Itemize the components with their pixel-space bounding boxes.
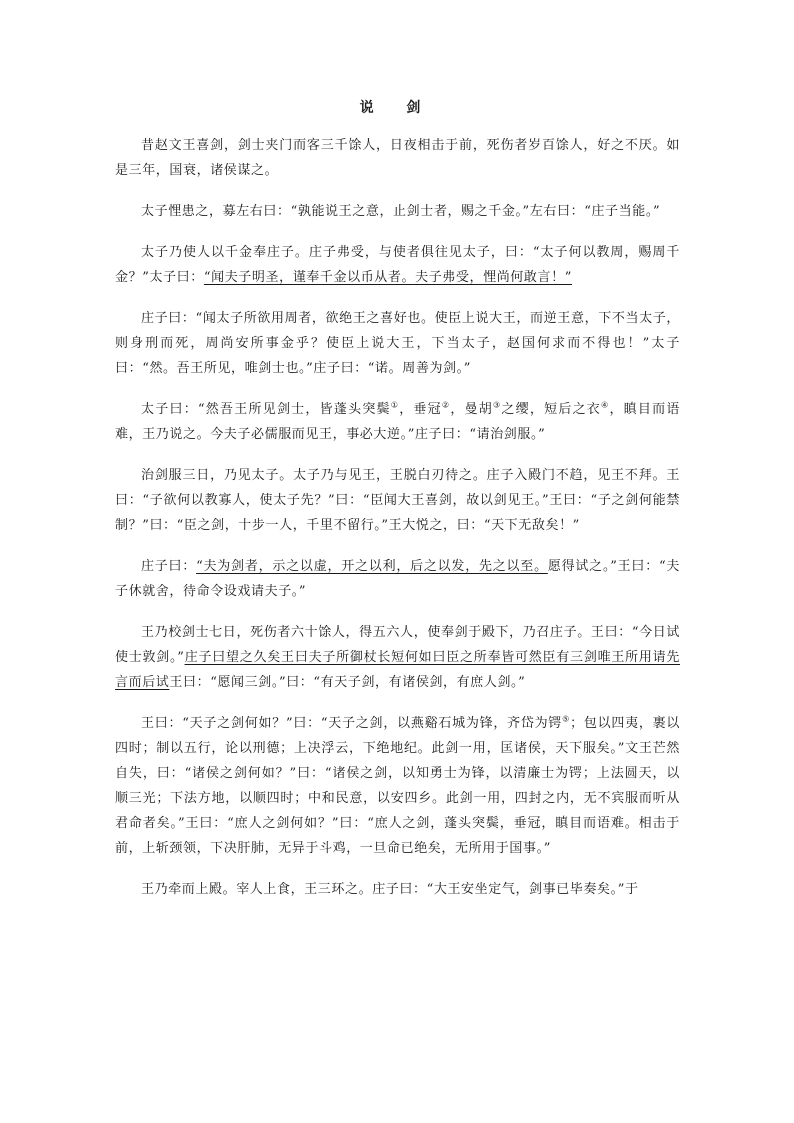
paragraph-text: 王曰：“愿闻三剑。”曰：“有天子剑，有诸侯剑，有庶人剑。” — [169, 675, 526, 690]
document-body — [115, 133, 680, 918]
paragraph-text: 之缨，短后之衣 — [501, 402, 602, 417]
paragraph-text: 王曰：“天子之剑何如？”曰：“天子之剑，以燕谿石城为锋，齐岱为锷 — [141, 716, 563, 731]
footnote-marker: ② — [441, 400, 451, 410]
paragraph-text: 太子曰：“然吾王所见剑士，皆蓬头突鬓 — [141, 402, 391, 417]
paragraph-8 — [115, 620, 680, 695]
paragraph-1 — [115, 133, 680, 183]
paragraph-7 — [115, 554, 680, 604]
underlined-text: 庄子曰望之久矣王曰夫子所御杖长短何如曰臣之所奉皆可然臣有三剑唯王所用请先言而后试 — [115, 650, 680, 690]
paragraph-2 — [115, 199, 680, 224]
paragraph-9 — [115, 711, 680, 861]
paragraph-6 — [115, 463, 680, 538]
paragraph-text: 昔赵文王喜剑，剑士夹门而客三千馀人，日夜相击于前，死伤者岁百馀人，好之不厌。如是三年，国衰，诸侯谋之。 — [115, 138, 680, 178]
paragraph-text: 太子悝患之，募左右曰：“孰能说王之意，止剑士者，赐之千金。”左右曰：“庄子当能。” — [141, 204, 661, 219]
paragraph-text: ，垂冠 — [399, 402, 442, 417]
document-title: 说 剑 — [359, 100, 435, 116]
footnote-marker: ⑤ — [562, 714, 571, 724]
paragraph-3 — [115, 240, 680, 290]
footnote-marker: ③ — [493, 400, 502, 410]
paragraph-text: ，瞋目而语难，王乃说之。今夫子必儒服而见王，事必大逆。”庄子曰：“请治剑服。” — [115, 402, 680, 442]
paragraph-text: 治剑服三日，乃见太子。太子乃与见王，王脱白刃待之。庄子入殿门不趋，见王不拜。王曰：“子欲何以教寡人，使太子先？”曰：“臣闻大王喜剑，故以剑见王。”王曰：“子之剑何能禁制？”曰：“臣之剑，十步一人，千里不留行。”王大悦之，曰：“天下无敌矣！” — [115, 468, 680, 533]
paragraph-text: 庄子曰：“闻太子所欲用周者，欲绝王之喜好也。使臣上说大王，而逆王意，下不当太子，则身刑而死，周尚安所事金乎？使臣上说大王，下当太子，赵国何求而不得也！”太子曰：“然。吾王所见，唯剑士也。”庄子曰：“诺。周善为剑。” — [115, 311, 680, 376]
paragraph-text: 愿得试之。”王曰：“夫子休就舍，待命令设戏请夫子。” — [115, 559, 680, 599]
paragraph-text: ，曼胡 — [450, 402, 494, 417]
paragraph-text: 庄子曰： — [141, 559, 197, 574]
footnote-marker: ① — [390, 400, 400, 410]
paragraph-10 — [115, 877, 680, 902]
paragraph-text: ；包以四夷，裹以四时；制以五行，论以刑德；上决浮云，下绝地纪。此剑一用，匡诸侯，天下服矣。”文王芒然自失，曰：“诸侯之剑何如？”曰：“诸侯之剑，以知勇士为锋，以清廉士为锷；上法圆天，以顺三光；下法方地，以顺四时；中和民意，以安四乡。此剑一用，四封之内，无不宾服而听从君命者矣。”王曰：“庶人之剑何如？”曰：“庶人之剑，蓬头突鬓，垂冠，瞋目而语难。相击于前，上斩颈领，下决肝肺，无异于斗鸡，一旦命已绝矣，无所用于国事。” — [115, 716, 680, 856]
underlined-text: “闻夫子明圣，谨奉千金以币从者。夫子弗受，悝尚何敢言！” — [203, 270, 572, 285]
footnote-marker: ④ — [601, 400, 610, 410]
underlined-text: “夫为剑者，示之以虚，开之以利，后之以发，先之以至。 — [196, 559, 548, 574]
paragraph-text: 王乃牵而上殿。宰人上食，王三环之。庄子曰：“大王安坐定气，剑事已毕奏矣。”于 — [141, 882, 639, 897]
paragraph-4 — [115, 306, 680, 381]
paragraph-5 — [115, 397, 680, 447]
paragraph-text: 王乃校剑士七日，死伤者六十馀人，得五六人，使奉剑于殿下，乃召庄子。王曰：“今日试使士敦剑。” — [115, 625, 680, 665]
paragraph-text: 太子乃使人以千金奉庄子。庄子弗受，与使者俱往见太子，曰：“太子何以教周，赐周千金？”太子曰： — [115, 245, 680, 285]
